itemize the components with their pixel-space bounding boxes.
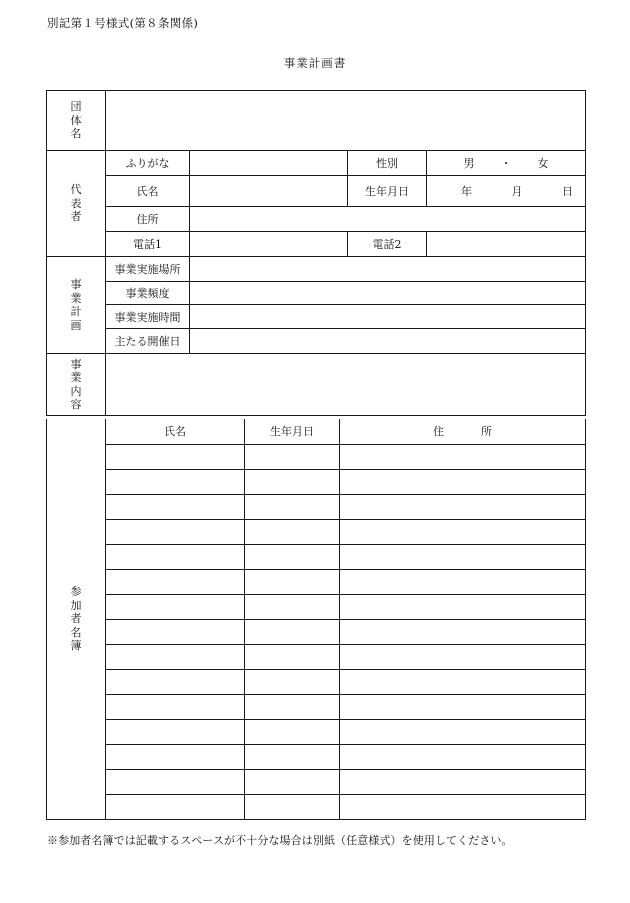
roster-name-cell[interactable] bbox=[106, 544, 245, 569]
roster-birth-cell[interactable] bbox=[245, 444, 340, 469]
main-day-field[interactable] bbox=[190, 329, 586, 354]
roster-address-cell[interactable] bbox=[340, 544, 586, 569]
roster-col-address bbox=[340, 419, 586, 444]
roster-row bbox=[47, 669, 586, 694]
roster-birth-cell[interactable] bbox=[245, 794, 340, 819]
roster-birth-cell[interactable] bbox=[245, 519, 340, 544]
roster-birth-cell[interactable] bbox=[245, 644, 340, 669]
roster-name-cell[interactable] bbox=[106, 794, 245, 819]
roster-address-cell[interactable] bbox=[340, 669, 586, 694]
roster-birth-cell[interactable] bbox=[245, 594, 340, 619]
roster-birth-cell[interactable] bbox=[245, 494, 340, 519]
place-field[interactable] bbox=[190, 257, 586, 282]
roster-row bbox=[47, 444, 586, 469]
frequency-label: 事業頻度 bbox=[106, 282, 190, 305]
roster-name-cell[interactable] bbox=[106, 719, 245, 744]
roster-row bbox=[47, 494, 586, 519]
month-unit: 月 bbox=[511, 185, 523, 198]
roster-row bbox=[47, 744, 586, 769]
roster-name-cell[interactable] bbox=[106, 694, 245, 719]
roster-row bbox=[47, 594, 586, 619]
roster-address-cell[interactable] bbox=[340, 444, 586, 469]
roster-name-cell[interactable] bbox=[106, 594, 245, 619]
gender-male[interactable]: 男 bbox=[463, 157, 475, 170]
roster-name-cell[interactable] bbox=[106, 744, 245, 769]
year-unit: 年 bbox=[461, 185, 472, 198]
gender-female[interactable]: 女 bbox=[537, 157, 549, 170]
roster-birth-cell[interactable] bbox=[245, 619, 340, 644]
roster-name-cell[interactable] bbox=[106, 669, 245, 694]
roster-address-cell[interactable] bbox=[340, 794, 586, 819]
roster-row bbox=[47, 519, 586, 544]
roster-birth-cell[interactable] bbox=[245, 569, 340, 594]
participant-roster-table bbox=[46, 419, 586, 820]
roster-birth-cell[interactable] bbox=[245, 669, 340, 694]
roster-row bbox=[47, 719, 586, 744]
roster-birth-cell[interactable] bbox=[245, 694, 340, 719]
content-field[interactable] bbox=[106, 354, 586, 416]
roster-row bbox=[47, 569, 586, 594]
group-name-field[interactable] bbox=[106, 91, 586, 151]
roster-col-name: 氏名 bbox=[106, 419, 245, 444]
roster-address-cell[interactable] bbox=[340, 744, 586, 769]
gender-field[interactable] bbox=[427, 151, 586, 176]
furigana-label: ふりがな bbox=[106, 151, 190, 176]
phone1-label: 電話1 bbox=[106, 232, 190, 257]
roster-address-cell[interactable] bbox=[340, 694, 586, 719]
roster-name-cell[interactable] bbox=[106, 569, 245, 594]
roster-row bbox=[47, 644, 586, 669]
roster-address-cell[interactable] bbox=[340, 569, 586, 594]
roster-address-cell[interactable] bbox=[340, 769, 586, 794]
roster-address-cell[interactable] bbox=[340, 594, 586, 619]
roster-row bbox=[47, 544, 586, 569]
roster-row bbox=[47, 694, 586, 719]
phone2-field[interactable] bbox=[427, 232, 586, 257]
roster-name-cell[interactable] bbox=[106, 644, 245, 669]
roster-address-cell[interactable] bbox=[340, 519, 586, 544]
roster-row bbox=[47, 794, 586, 819]
time-label: 事業実施時間 bbox=[106, 305, 190, 329]
gender-separator: ・ bbox=[500, 157, 512, 170]
roster-name-cell[interactable] bbox=[106, 619, 245, 644]
roster-address-cell[interactable] bbox=[340, 619, 586, 644]
roster-birth-cell[interactable] bbox=[245, 544, 340, 569]
roster-birth-cell[interactable] bbox=[245, 769, 340, 794]
roster-birth-cell[interactable] bbox=[245, 719, 340, 744]
day-unit: 日 bbox=[562, 185, 573, 198]
frequency-field[interactable] bbox=[190, 282, 586, 305]
roster-birth-cell[interactable] bbox=[245, 744, 340, 769]
rep-name-field[interactable] bbox=[190, 176, 348, 207]
rep-address-label: 住所 bbox=[106, 207, 190, 232]
time-field[interactable] bbox=[190, 305, 586, 329]
roster-name-cell[interactable] bbox=[106, 769, 245, 794]
roster-col-address-2: 所 bbox=[481, 425, 492, 439]
roster-address-cell[interactable] bbox=[340, 469, 586, 494]
content-label: 事業内容 bbox=[47, 354, 106, 416]
roster-row bbox=[47, 769, 586, 794]
roster-col-birth: 生年月日 bbox=[245, 419, 340, 444]
roster-name-cell[interactable] bbox=[106, 494, 245, 519]
gender-label: 性別 bbox=[348, 151, 427, 176]
rep-birth-label: 生年月日 bbox=[348, 176, 427, 207]
footnote: ※参加者名簿では記載するスペースが不十分な場合は別紙（任意様式）を使用してください。 bbox=[47, 834, 513, 847]
place-label: 事業実施場所 bbox=[106, 257, 190, 282]
plan-label: 事業計画 bbox=[47, 257, 106, 354]
representative-label: 代表者 bbox=[47, 151, 106, 257]
phone1-field[interactable] bbox=[190, 232, 348, 257]
roster-row bbox=[47, 469, 586, 494]
roster-birth-cell[interactable] bbox=[245, 469, 340, 494]
roster-address-cell[interactable] bbox=[340, 719, 586, 744]
roster-address-cell[interactable] bbox=[340, 644, 586, 669]
roster-name-cell[interactable] bbox=[106, 444, 245, 469]
form-reference: 別記第１号様式(第８条関係) bbox=[47, 16, 199, 30]
roster-col-address-1: 住 bbox=[433, 425, 444, 439]
roster-label: 参加者名簿 bbox=[47, 419, 106, 819]
main-day-label: 主たる開催日 bbox=[106, 329, 190, 354]
rep-name-label: 氏名 bbox=[106, 176, 190, 207]
roster-name-cell[interactable] bbox=[106, 519, 245, 544]
rep-birth-field[interactable] bbox=[427, 176, 586, 207]
phone2-label: 電話2 bbox=[348, 232, 427, 257]
group-name-label: 団体名 bbox=[47, 91, 106, 151]
rep-address-field[interactable] bbox=[190, 207, 586, 232]
roster-address-cell[interactable] bbox=[340, 494, 586, 519]
document-title: 事業計画書 bbox=[283, 56, 347, 70]
roster-row bbox=[47, 619, 586, 644]
roster-name-cell[interactable] bbox=[106, 469, 245, 494]
furigana-field[interactable] bbox=[190, 151, 348, 176]
plan-form-table bbox=[46, 90, 586, 416]
